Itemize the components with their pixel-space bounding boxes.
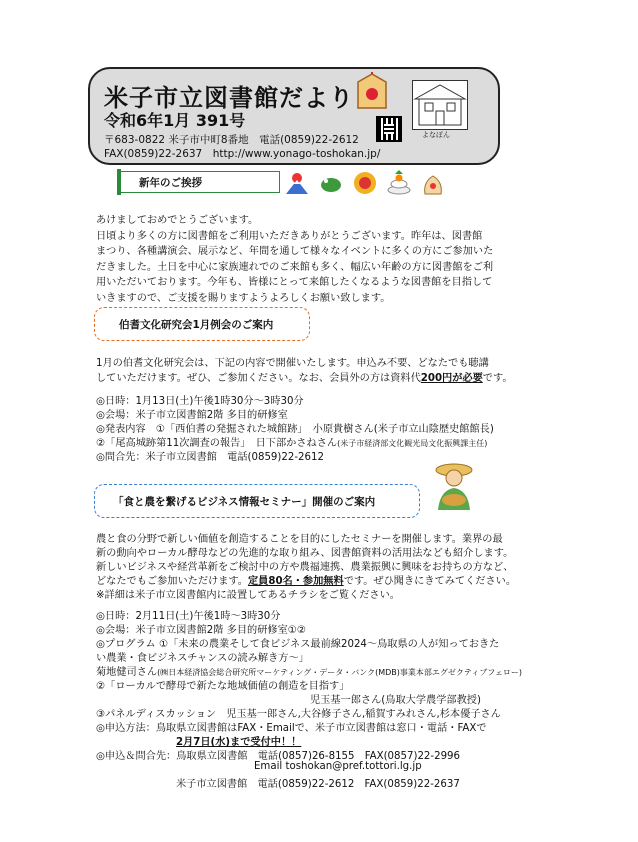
seminar-heading: 「食と農を繋げるビジネス情報セミナー」開催のご案内 xyxy=(94,484,420,518)
seminar-note: ※詳細は米子市立図書館内に設置してあるチラシをご覧ください。 xyxy=(96,590,400,601)
seminar-contact-2: 米子市立図書館 電話(0859)22-2612 FAX(0859)22-2637 xyxy=(176,779,460,790)
seminar-speaker-1: 菊地健司さん(㈱日本経済協会総合研究所マーケティング・データ・バンク(MDB)事業本部エグゼクティブフェロー) xyxy=(96,667,522,678)
seminar-contact-1: ◎申込＆問合先：鳥取県立図書館 電話(0857)26-8155 FAX(0857)22-2996 xyxy=(96,751,461,762)
capacity-emphasis: 定員80名・参加無料 xyxy=(248,576,344,587)
fee-emphasis: 200円が必要 xyxy=(420,373,483,384)
farmer-icon xyxy=(432,460,476,512)
hokishi-contact: ◎問合先：米子市立図書館 電話(0859)22-2612 xyxy=(96,452,324,463)
lion-dance-icon xyxy=(352,170,378,196)
greeting-line: あけましておめでとうございます。 xyxy=(96,215,259,226)
newsletter-title: 米子市立図書館だより xyxy=(104,84,354,112)
greeting-heading: 新年のご挨拶 xyxy=(120,171,280,193)
seminar-deadline: 2月7日(水)まで受付中！！ xyxy=(176,737,302,748)
seminar-date: ◎日時：2月11日(土)午後1時～3時30分 xyxy=(96,611,281,622)
hokishi-venue: ◎会場：米子市立図書館2階 多目的研修室 xyxy=(96,410,288,421)
seminar-program-2: ②「ローカルで酵母で新たな地域価値の創造を目指す」 xyxy=(96,681,350,692)
hokishi-date: ◎日時：1月13日(土)午後1時30分～3時30分 xyxy=(96,396,304,407)
hokishi-heading: 伯耆文化研究会1月例会のご案内 xyxy=(94,307,310,341)
seminar-program-3: ③パネルディスカッション 児玉基一郎さん,大谷修子さん,稲賀すみれさん,杉本優子さん xyxy=(96,709,501,720)
seminar-intro: どなたでもご参加いただけます。定員80名・参加無料です。ぜひ聞きにきてみてください。 xyxy=(96,576,517,587)
library-address: 〒683-0822 米子市中町8番地 電話(0859)22-2612 xyxy=(104,134,359,146)
library-fax-url: FAX(0859)22-2637 http://www.yonago-toshokan.jp/ xyxy=(104,148,381,160)
seminar-intro: 新の動向やローカル酵母などの先進的な取り組み、図書館資料の活用法なども紹介します。 xyxy=(96,548,514,559)
greeting-line: 用いただいております。今年も、皆様にとって来館したくなるような図書館を目指して xyxy=(96,277,493,288)
hokishi-talk-1: ◎発表内容 ①「西伯耆の発掘された城館跡」 小原貴樹さん(米子市立山陰歴史館館長) xyxy=(96,424,494,435)
greeting-line: 日頃より多くの方に図書館をご利用いただきありがとうございます。昨年は、図書館 xyxy=(96,230,483,242)
mascot-label: よなぽん xyxy=(422,131,450,139)
mount-fuji-icon xyxy=(284,170,310,196)
seminar-program-1-cont: い農業・食ビジネスチャンスの読み解き方～」 xyxy=(96,653,309,664)
qr-code-icon[interactable] xyxy=(376,116,402,142)
hokishi-talk-2: ②「尾高城跡第11次調査の報告」 日下部かさねさん(米子市経済部文化観光局文化振興課主任) xyxy=(96,438,488,449)
greeting-line: まつり、各種講演会、展示など、年間を通して様々なイベントに多くの方にご参加いた xyxy=(96,246,494,257)
seminar-speaker-2: 児玉基一郎さん(鳥取大学農学部教授) xyxy=(310,695,481,706)
dragon-icon xyxy=(318,170,344,196)
seminar-program-1: ◎プログラム ①「未来の農業そして食ビジネス最前線2024～鳥取県の人が知っておきた xyxy=(96,639,500,650)
hokishi-intro: していただけます。ぜひ、ご参加ください。なお、会員外の方は資料代200円が必要です。 xyxy=(96,373,513,384)
issue-number: 令和6年1月 391号 xyxy=(104,111,246,130)
ema-plaque-icon xyxy=(354,72,390,112)
library-mascot-icon xyxy=(412,80,468,130)
seminar-apply: ◎申込方法：鳥取県立図書館はFAX・Emailで、米子市立図書館は窓口・電話・FAXで xyxy=(96,723,487,734)
seminar-intro: 農と食の分野で新しい価値を創造することを目的にしたセミナーを開催します。業界の最 xyxy=(96,534,503,545)
seminar-venue: ◎会場：米子市立図書館2階 多目的研修室①② xyxy=(96,625,307,636)
rice-bag-icon xyxy=(420,170,446,196)
greeting-line: いきますので、ご支援を賜りますようよろしくお願い致します。 xyxy=(96,292,391,304)
seminar-intro: 新しいビジネスや経営革新をご検討中の方や農福連携、農業振興に興味をお持ちの方など、 xyxy=(96,562,514,573)
hokishi-intro: 1月の伯耆文化研究会は、下記の内容で開催いたします。申込み不要、どなたでも聴講 xyxy=(96,358,489,369)
greeting-line: だきました。土日を中心に家族連れでのご来館も多く、幅広い年齢の方に図書館をご利 xyxy=(96,261,494,273)
seminar-contact-email: Email toshokan@pref.tottori.lg.jp xyxy=(254,761,422,772)
kagami-mochi-icon xyxy=(386,170,412,196)
